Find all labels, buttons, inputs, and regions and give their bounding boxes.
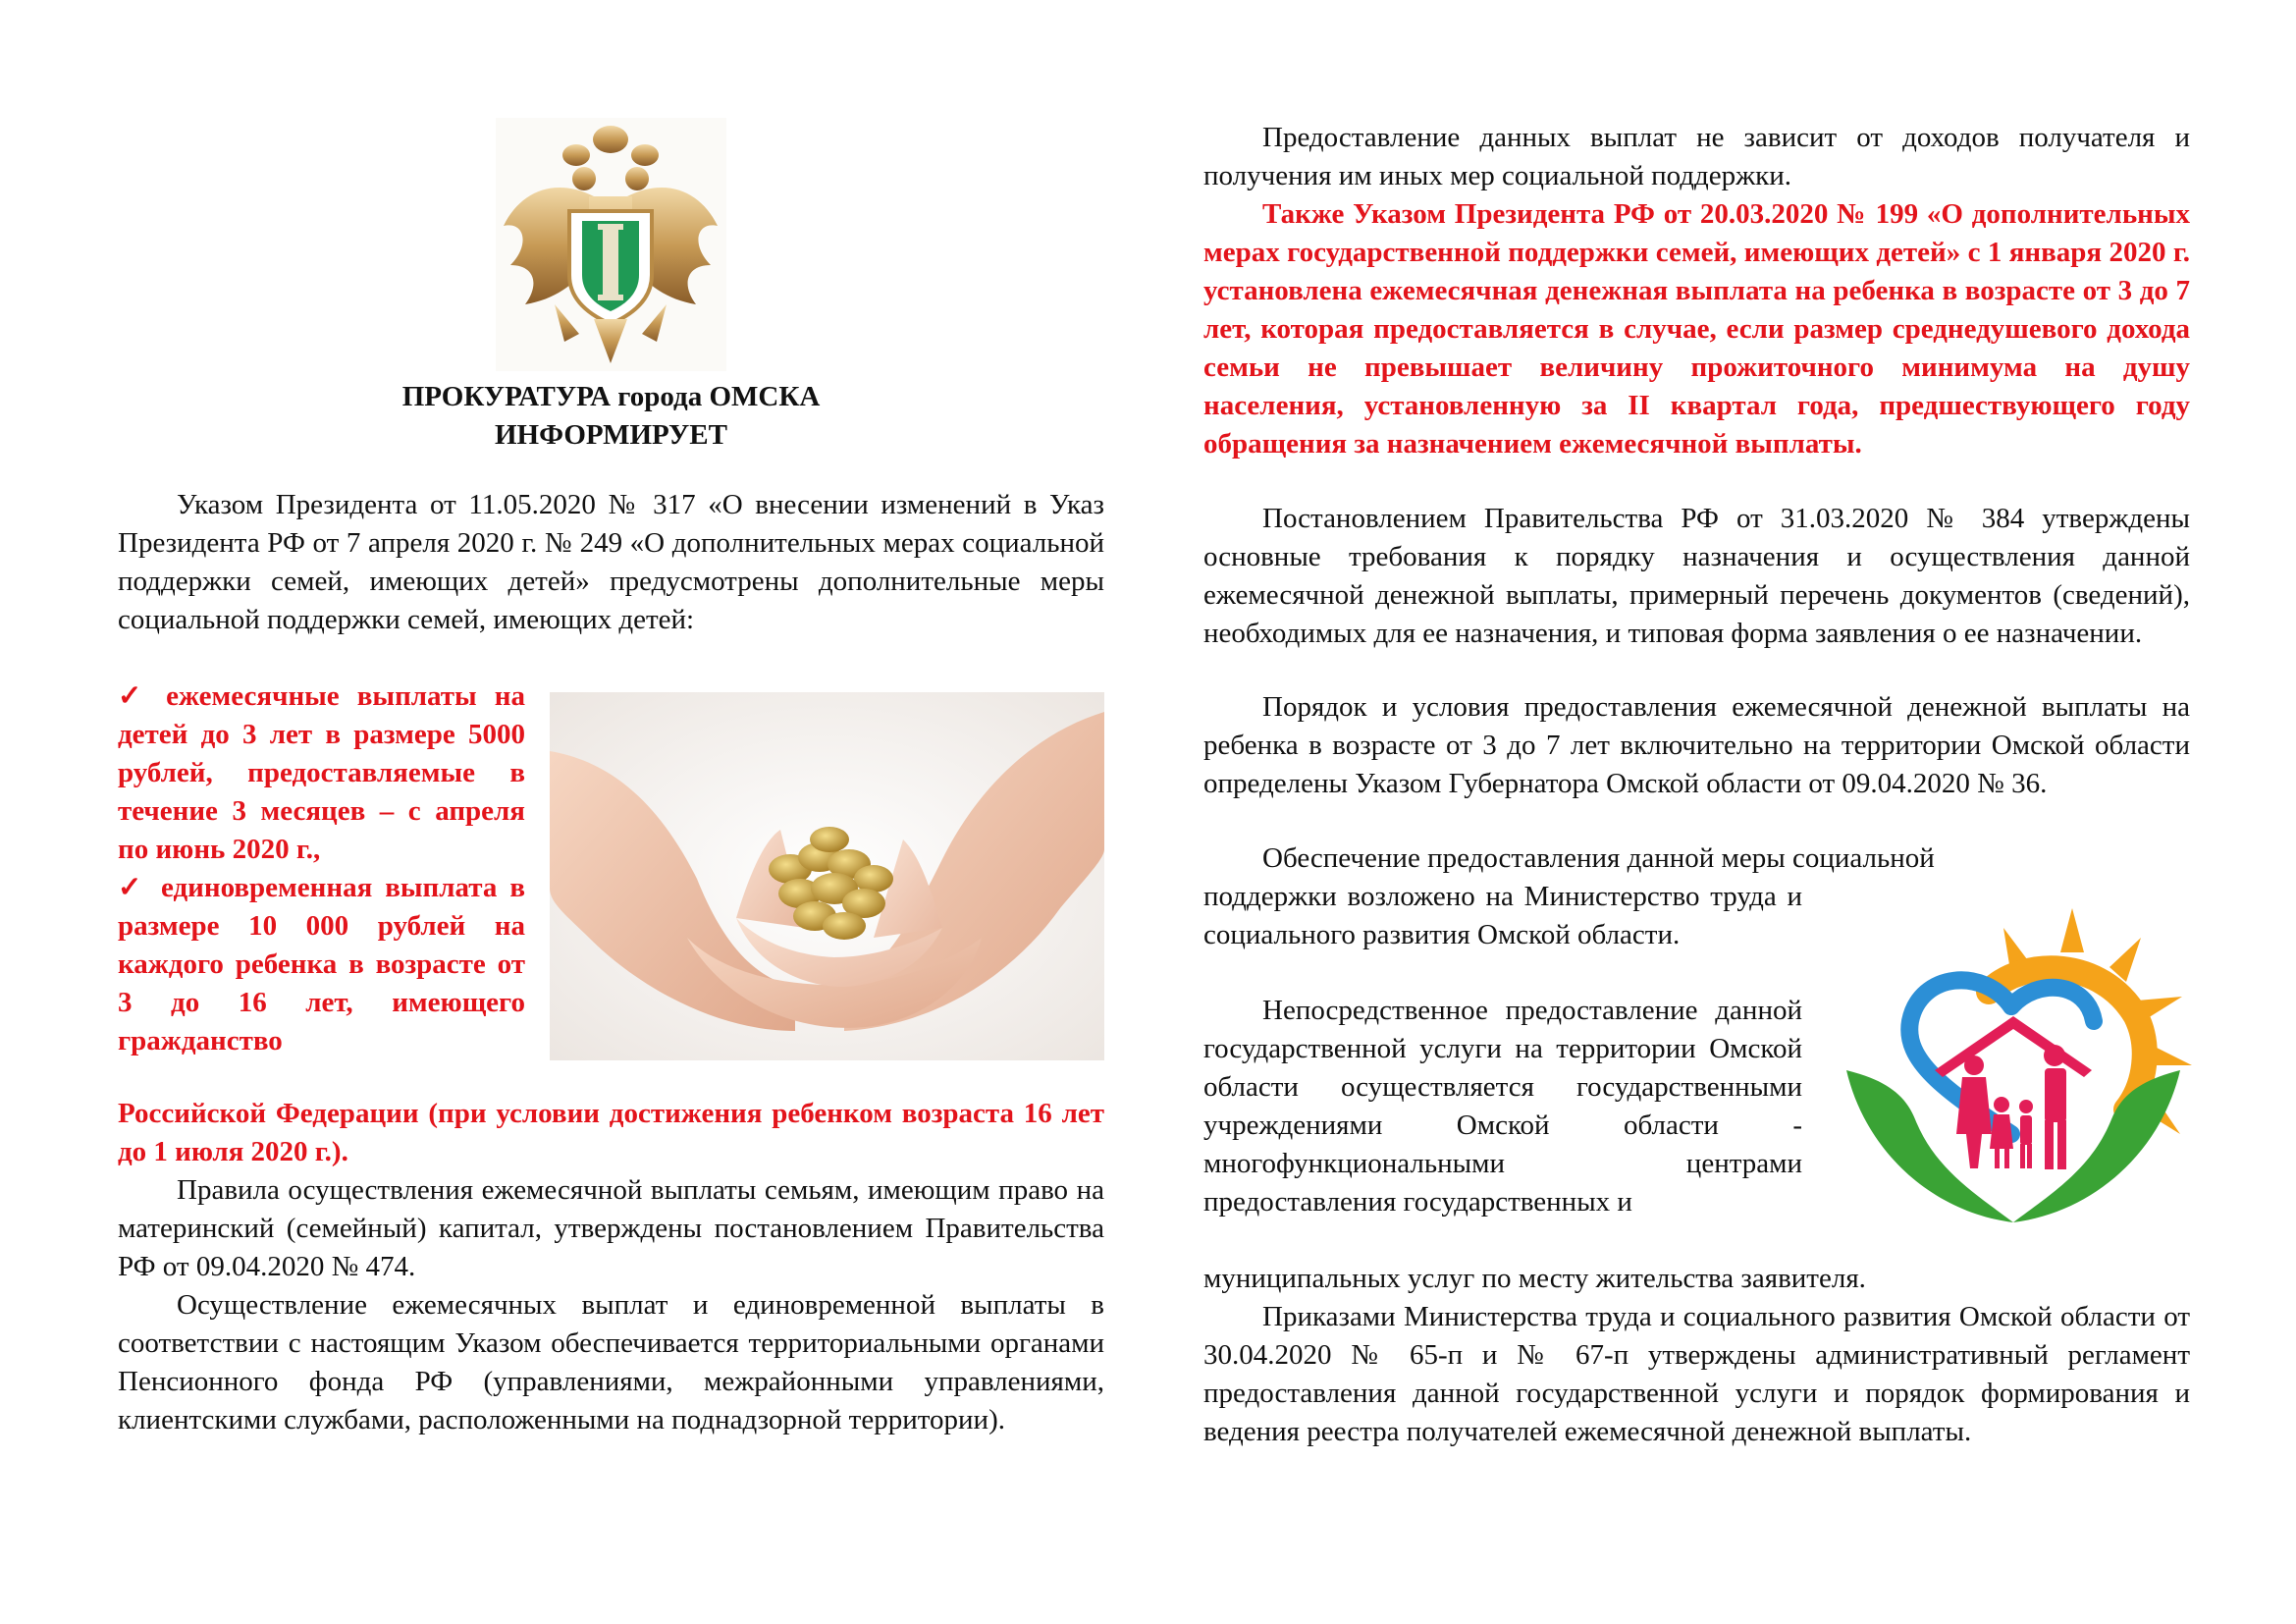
ministry-orders-paragraph: Приказами Министерства труда и социального развития Омской области от 30.04.2020 № 65-п и № 67-п утверждены административный регламент предоставления данной государственной услуги и порядок формирования и ведения реестра получателей ежемесячной денежной выплаты.	[1203, 1301, 2190, 1447]
income-independence-block	[1203, 119, 2190, 195]
heading-line-2: ИНФОРМИРУЕТ	[495, 419, 727, 451]
implementation-paragraph: Осуществление ежемесячных выплат и единовременной выплаты в соответствии с настоящим Указом обеспечивается территориальными органами Пенсионного фонда РФ (управлениями, межрайонными управлениями, клиентскими службами, расположенными на поднадзорной территории).	[118, 1289, 1104, 1435]
rules-paragraph-block	[118, 1171, 1104, 1286]
checkmark-icon: ✓	[118, 680, 153, 712]
service-provision-tail: муниципальных услуг по месту жительства заявителя.	[1203, 1263, 1866, 1294]
bullet-text-lump-sum-payment: единовременная выплата в размере 10 000 рублей на каждого ребенка в возрасте от 3 до 16 лет, имеющего гражданство	[118, 872, 525, 1056]
service-provision-paragraph: Непосредственное предоставление данной государственной услуги на территории Омской области осуществляется государственными учреждениями Омской области - многофункциональными центрами предоставления государственных и	[1203, 995, 1802, 1218]
prosecutor-emblem-icon	[496, 118, 726, 371]
coins-in-hands-photo	[550, 692, 1104, 1060]
document-heading	[118, 378, 1104, 455]
rules-paragraph: Правила осуществления ежемесячной выплаты семьям, имеющим право на материнский (семейный) капитал, утверждены постановлением Правительства РФ от 09.04.2020 № 474.	[118, 1174, 1104, 1282]
intro-paragraph: Указом Президента от 11.05.2020 № 317 «О внесении изменений в Указ Президента РФ от 7 апреля 2020 г. № 249 «О дополнительных мерах социальной поддержки семей, имеющих детей» предусмотрены дополнительные меры социальной поддержки семей, имеющих детей:	[118, 489, 1104, 635]
resolution-384-paragraph: Постановлением Правительства РФ от 31.03.2020 № 384 утверждены основные требования к порядку назначения и осуществления данной ежемесячной денежной выплаты, примерный перечень документов (сведений), необходимых для ее назначения, и типовая форма заявления о ее назначении.	[1203, 503, 2190, 649]
implementation-paragraph-block	[118, 1286, 1104, 1439]
bullet-item-lump-sum-payment	[118, 869, 525, 1060]
intro-paragraph-block	[118, 486, 1104, 639]
service-provision-tail-block	[1203, 1260, 2190, 1298]
omsk-procedure-paragraph: Порядок и условия предоставления ежемесячной денежной выплаты на ребенка в возрасте от 3 до 7 лет включительно на территории Омской области определены Указом Губернатора Омской области от 09.04.2020 № 36.	[1203, 691, 2190, 799]
bullet-item-monthly-payment	[118, 677, 525, 869]
bullet-continuation-text: Российской Федерации (при условии достижения ребенком возраста 16 лет до 1 июля 2020 г.).	[118, 1098, 1104, 1167]
omsk-procedure-block	[1203, 688, 2190, 803]
checkmark-icon: ✓	[118, 872, 148, 903]
ministry-responsibility-line-block	[1203, 839, 2190, 878]
ministry-responsibility-first-line: Обеспечение предоставления данной меры социальной	[1262, 842, 1935, 874]
income-independence-paragraph: Предоставление данных выплат не зависит от доходов получателя и получения им иных мер социальной поддержки.	[1203, 122, 2190, 191]
resolution-384-block	[1203, 500, 2190, 653]
family-support-logo-icon	[1827, 898, 2195, 1237]
heading-line-1: ПРОКУРАТУРА города ОМСКА	[401, 381, 821, 412]
decree-199-block	[1203, 195, 2190, 463]
payments-bullet-list	[118, 677, 525, 1060]
bullet-continuation-block	[118, 1095, 1104, 1171]
bullet-text-monthly-payment: ежемесячные выплаты на детей до 3 лет в размере 5000 рублей, предоставляемые в течение 3 месяцев – с апреля по июнь 2020 г.,	[118, 680, 525, 865]
ministry-responsibility-rest-block	[1203, 878, 1802, 954]
decree-199-paragraph: Также Указом Президента РФ от 20.03.2020 № 199 «О дополнительных мерах государственной поддержки семей, имеющих детей» с 1 января 2020 г. установлена ежемесячная денежная выплата на ребенка в возрасте от 3 до 7 лет, которая предоставляется в случае, если размер среднедушевого дохода семьи не превышает величину прожиточного минимума на душу населения, установленную за II квартал года, предшествующего году обращения за назначением ежемесячной выплаты.	[1203, 198, 2190, 460]
ministry-orders-block	[1203, 1298, 2190, 1451]
service-provision-block	[1203, 992, 1802, 1221]
ministry-responsibility-rest: поддержки возложено на Министерство труда и социального развития Омской области.	[1203, 881, 1802, 950]
